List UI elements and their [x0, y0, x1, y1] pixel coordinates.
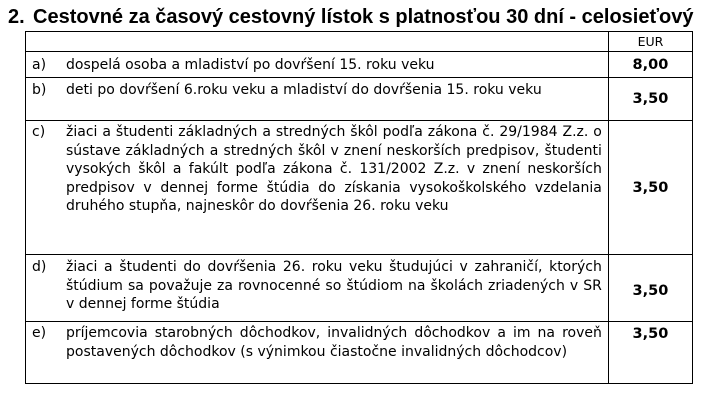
row-text: dospelá osoba a mladiství po dovŕšení 15. roku veku — [66, 57, 435, 73]
currency-header: EUR — [608, 32, 692, 52]
section-number: 2. — [8, 6, 25, 28]
row-letter: e) — [32, 325, 47, 341]
row-price: 3,50 — [608, 255, 692, 322]
row-price: 3,50 — [608, 322, 692, 384]
header-empty-cell — [26, 32, 609, 52]
row-price: 3,50 — [608, 78, 692, 121]
row-letter: d) — [32, 259, 47, 275]
row-text: žiaci a študenti základných a stredných škôl podľa zákona č. 29/1984 Z.z. o sústave základných a stredných škôl v znení neskorších predpisov, študenti vysokých škôl a fakúlt podľa zákona č. 131/2002 Z.z. v znení neskorších predpisov v dennej forme štúdia do získania vysokoškolského vzdelania druhého stupňa, najneskôr do dovŕšenia 26. roku veku — [66, 124, 602, 214]
section-heading — [8, 3, 720, 31]
fare-table — [25, 31, 693, 384]
section-title: Cestovné za časový cestovný lístok s platnosťou 30 dní - celosieťový — [33, 6, 694, 28]
table-header-row — [26, 32, 693, 52]
row-letter: b) — [32, 82, 47, 98]
row-text: príjemcovia starobných dôchodkov, invalidných dôchodkov a im na roveň postavených dôchodkov (s výnimkou čiastočne invalidných dôchodcov) — [66, 325, 602, 360]
row-text: žiaci a študenti do dovŕšenia 26. roku veku študujúci v zahraničí, ktorých štúdium sa považuje za rovnocenné so štúdiom na školách zriadených v SR v dennej forme štúdia — [66, 259, 602, 312]
description-cell — [26, 52, 609, 78]
table-row — [26, 52, 693, 78]
description-cell — [26, 78, 609, 121]
table-row — [26, 121, 693, 255]
table-row — [26, 78, 693, 121]
table-row — [26, 255, 693, 322]
description-cell — [26, 322, 609, 384]
description-cell — [26, 255, 609, 322]
row-letter: a) — [32, 57, 47, 73]
row-price: 3,50 — [608, 121, 692, 255]
row-text: deti po dovŕšení 6.roku veku a mladiství do dovŕšenia 15. roku veku — [66, 82, 542, 98]
description-cell — [26, 121, 609, 255]
table-row — [26, 322, 693, 384]
row-price: 8,00 — [608, 52, 692, 78]
row-letter: c) — [32, 124, 46, 140]
